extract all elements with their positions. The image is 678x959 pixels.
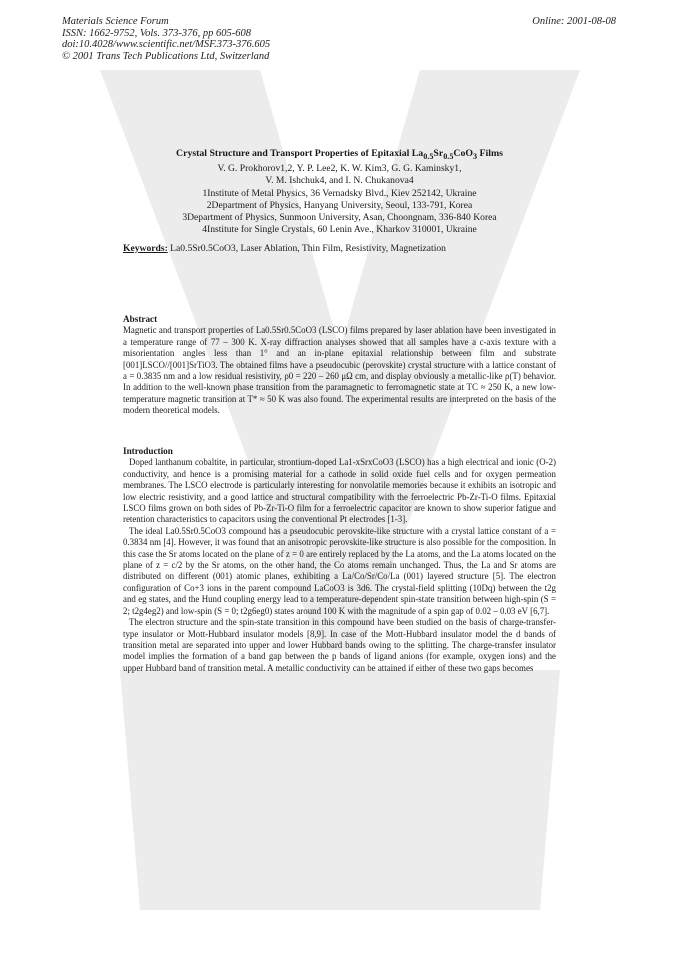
title-block (62, 148, 617, 236)
affiliation-3: 3Department of Physics, Sunmoon University, Asan, Choongnam, 336-840 Korea (182, 211, 497, 223)
keywords-label: Keywords: (123, 243, 168, 254)
issn-line: ISSN: 1662-9752, Vols. 373-376, pp 605-608 (62, 27, 251, 39)
introduction-section (123, 446, 556, 674)
doi-line: doi:10.4028/www.scientific.net/MSF.373-376.605 (62, 39, 271, 50)
affiliation-4: 4Institute for Single Crystals, 60 Lenin Ave., Kharkov 310001, Ukraine (202, 224, 477, 236)
intro-paragraph-3: The electron structure and the spin-state transition in this compound have been studied on the basis of charge-transfer-type insulator or Mott-Hubbard insulator models [8,9]. In case of the Mott-Hubbard insulator model the d bands of transition metal are separated into upper and lower Hubbard bands owing to the splitting. The charge-transfer insulator model implies the formation of a band gap between the p bands of ligand anions (for example, oxygen ions) and the upper Hubbard band of transition metal. A metallic conductivity can be attained if either of these two gaps becomes (123, 617, 556, 673)
journal-header (62, 16, 270, 62)
journal-name: Materials Science Forum (62, 16, 169, 27)
intro-paragraph-2: The ideal La0.5Sr0.5CoO3 compound has a pseudocubic perovskite-like structure with a crystal lattice constant of a = 0.3834 nm [4]. However, it was found that an anisotropic perovskite-like structure is also possible for the composition. In this case the Sr atoms located on the plane of z = 0 are entirely replaced by the La atoms, and the La atoms located on the plane of z = c/2 by the Sr atoms, on the other hand, the Co atoms remain unchanged. Thus, the La and Sr atoms are distributed on different (001) atomic planes, exhibiting a La/Co/Sr/Co/La (001) layered structure [5]. The electron configuration of Co+3 ions in the parent compound LaCoO3 is 3d6. The crystal-field splitting (10Dq) between the t2g and eg states, and the Hund coupling energy lead to a temperature-dependent spin-state transition between high-spin (S = 2; t2g4eg2) and low-spin (S = 0; t2g6eg0) states around 100 K with the magnitude of a spin gap of 0.02 – 0.03 eV [6,7]. (123, 525, 556, 616)
affiliation-2: 2Department of Physics, Hanyang University, Seoul, 133-791, Korea (206, 199, 473, 211)
online-date: Online: 2001-08-08 (532, 16, 616, 27)
introduction-heading: Introduction (123, 446, 173, 456)
keywords-text: La0.5Sr0.5CoO3, Laser Ablation, Thin Film, Resistivity, Magnetization (167, 243, 446, 254)
abstract-text: Magnetic and transport properties of La0.5Sr0.5CoO3 (LSCO) films prepared by laser ablation have been investigated in a temperature range of 77 – 300 K. X-ray diffraction analyses showed that all samples have a c-axis texture with a misorientation angles less than 1° and an in-plane epitaxial relationship between film and substrate [001]LSCO//[001]SrTiO3. The obtained films have a pseudocubic (perovskite) crystal structure with a lattice constant of a = 0.3835 nm and a low residual resistivity, ρ0 = 220 – 260 μΩ cm, and display obviously a metallic-like ρ(T) behavior. In addition to the well-known phase transition from the paramagnetic to ferromagnetic state at TC ≈ 250 K, a new low-temperature magnetic transition at T* ≈ 50 K was also found. The experimental results are interpreted on the basis of the modern theoretical models. (123, 325, 556, 416)
abstract-section (123, 314, 556, 417)
authors-line-2: V. M. Ishchuk4, and I. N. Chukanova4 (265, 175, 414, 187)
copyright-line: © 2001 Trans Tech Publications Ltd, Switzerland (62, 50, 270, 62)
authors-line-1: V. G. Prokhorov1,2, Y. P. Lee2, K. W. Kim3, G. G. Kaminsky1, (217, 163, 462, 175)
paper-title: Crystal Structure and Transport Properties of Epitaxial $La_{0.5}Sr_{0.5}CoO_3$ Films (176, 148, 503, 161)
abstract-heading: Abstract (123, 314, 158, 324)
intro-paragraph-1: Doped lanthanum cobaltite, in particular, strontium-doped La1-xSrxCoO3 (LSCO) has a high electrical and ionic (O-2) conductivity, and hence is a promising material for a cathode in solid oxide fuel cells and for oxygen permeation membranes. The LSCO electrode is particularly interesting for nonvolatile memories because it exhibits an isotropic and low electric resistivity, and a good lattice and structural compatibility with the ferroelectric Pb-Zr-Ti-O films. Epitaxial LSCO films grown on both sides of Pb-Zr-Ti-O film for a ferroelectric capacitor are known to show superior fatigue and retention characteristics to capacitors using the conventional Pt electrodes [1-3]. (123, 457, 556, 525)
keywords (123, 243, 446, 254)
affiliation-1: 1Institute of Metal Physics, 36 Vernadsky Blvd., Kiev 252142, Ukraine (202, 187, 477, 199)
